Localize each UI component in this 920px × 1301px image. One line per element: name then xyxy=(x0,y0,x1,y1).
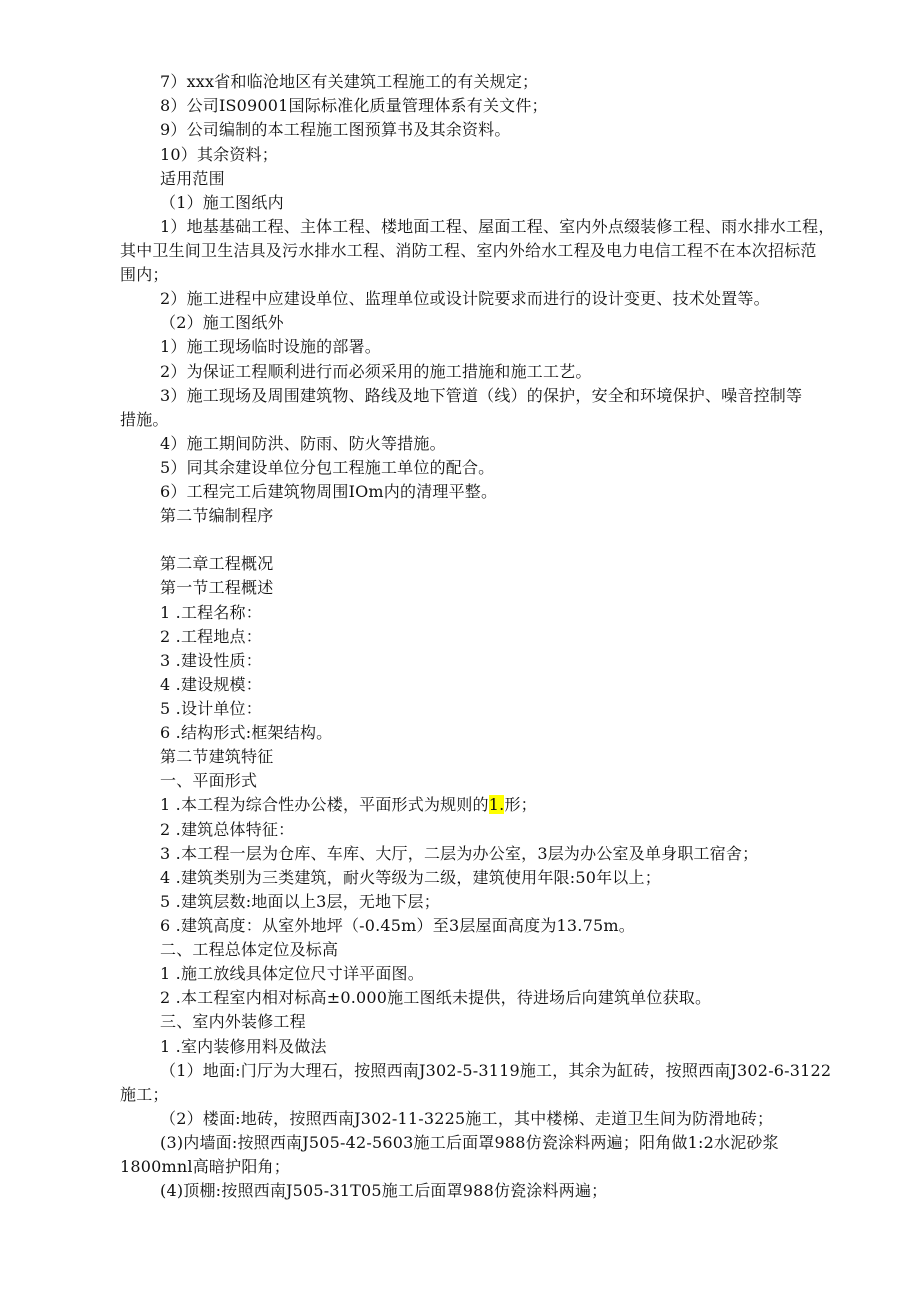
text-line: （1）地面:门厅为大理石，按照西南J302-5-3119施工，其余为缸砖，按照西南J302-6-3122 xyxy=(160,1061,832,1080)
section-heading: 第二节建筑特征 xyxy=(160,747,274,766)
text-line: （2）楼面:地砖，按照西南J302-11-3225施工，其中楼梯、走道卫生间为防滑地砖； xyxy=(160,1109,774,1128)
text-line: 5）同其余建设单位分包工程施工单位的配合。 xyxy=(160,458,495,477)
list-item: 3 .建设性质： xyxy=(160,651,262,670)
text-line: (3)内墙面:按照西南J505-42-5603施工后面罩988仿瓷涂料两遍；阳角做1:2水泥砂浆 xyxy=(160,1133,779,1152)
text-line: 8）公司IS09001国际标准化质量管理体系有关文件； xyxy=(160,96,548,115)
subsection-heading: （1）施工图纸内 xyxy=(160,193,284,212)
subsection-heading: 一、平面形式 xyxy=(160,771,258,790)
text-segment: 1 .本工程为综合性办公楼，平面形式为规则的 xyxy=(160,795,489,814)
chapter-heading: 第二章工程概况 xyxy=(160,554,274,573)
list-item: 2 .本工程室内相对标高±0.000施工图纸未提供，待进场后向建筑单位获取。 xyxy=(160,988,712,1007)
text-line: (4)顶棚:按照西南J505-31T05施工后面罩988仿瓷涂料两遍； xyxy=(160,1181,608,1200)
list-item: 4 .建设规模： xyxy=(160,675,262,694)
text-line: 6）工程完工后建筑物周围IOm内的清理平整。 xyxy=(160,482,498,501)
list-item: 2 .工程地点： xyxy=(160,627,262,646)
subsection-heading: 三、室内外装修工程 xyxy=(160,1012,306,1031)
text-line: 9）公司编制的本工程施工图预算书及其余资料。 xyxy=(160,120,511,139)
text-segment: 形； xyxy=(504,795,537,814)
list-item: 6 .结构形式:框架结构。 xyxy=(160,723,333,742)
highlighted-text: 1. xyxy=(488,795,505,814)
list-item: 6 .建筑高度：从室外地坪（-0.45m）至3层屋面高度为13.75m。 xyxy=(160,916,635,935)
text-line: 1）施工现场临时设施的部署。 xyxy=(160,337,381,356)
text-line: 2）为保证工程顺利进行而必须采用的施工措施和施工工艺。 xyxy=(160,362,592,381)
text-line: 围内； xyxy=(120,265,169,284)
text-line: 其中卫生间卫生洁具及污水排水工程、消防工程、室内外给水工程及电力电信工程不在本次招标范 xyxy=(120,241,817,260)
subsection-heading: （2）施工图纸外 xyxy=(160,313,284,332)
subsection-heading: 二、工程总体定位及标高 xyxy=(160,940,339,959)
list-item: 1 .工程名称： xyxy=(160,603,262,622)
list-item: 5 .设计单位： xyxy=(160,699,262,718)
list-item: 2 .建筑总体特征： xyxy=(160,820,295,839)
text-line: 7）xxx省和临沧地区有关建筑工程施工的有关规定； xyxy=(160,72,539,91)
list-item: 1 .室内装修用料及做法 xyxy=(160,1037,327,1056)
section-heading: 第二节编制程序 xyxy=(160,506,274,525)
list-item-highlighted xyxy=(160,795,537,815)
text-line: 1）地基基础工程、主体工程、楼地面工程、屋面工程、室内外点缀装修工程、雨水排水工程， xyxy=(160,217,835,236)
section-heading: 第一节工程概述 xyxy=(160,578,274,597)
list-item: 5 .建筑层数:地面以上3层，无地下层； xyxy=(160,892,440,911)
list-item: 4 .建筑类别为三类建筑，耐火等级为二级，建筑使用年限:50年以上； xyxy=(160,868,661,887)
text-line: 3）施工现场及周围建筑物、路线及地下管道（线）的保护，安全和环境保护、噪音控制等 xyxy=(160,386,803,405)
text-line: 1800mnl高暗护阳角； xyxy=(120,1157,290,1176)
text-line: 2）施工进程中应建设单位、监理单位或设计院要求而进行的设计变更、技术处置等。 xyxy=(160,289,770,308)
text-line: 措施。 xyxy=(120,410,169,429)
list-item: 1 .施工放线具体定位尺寸详平面图。 xyxy=(160,964,424,983)
text-line: 4）施工期间防洪、防雨、防火等措施。 xyxy=(160,434,446,453)
section-heading: 适用范围 xyxy=(160,169,225,188)
text-line: 10）其余资料； xyxy=(160,145,278,164)
text-line: 施工； xyxy=(120,1085,169,1104)
list-item: 3 .本工程一层为仓库、车库、大厅，二层为办公室，3层为办公室及单身职工宿舍； xyxy=(160,844,759,863)
